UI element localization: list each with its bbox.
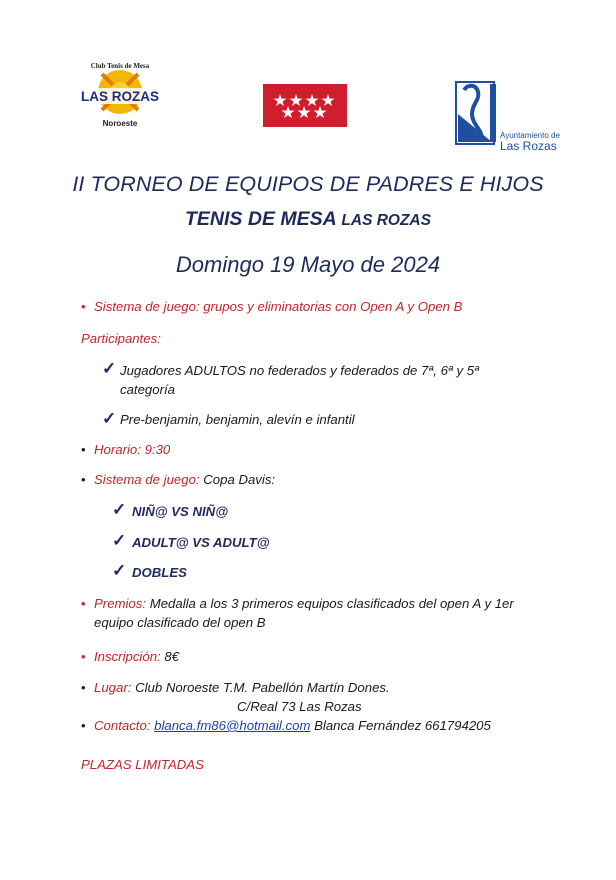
sistema2-label: Sistema de juego:	[94, 472, 200, 487]
lugar-label: Lugar:	[94, 680, 132, 695]
modalidad-1: NIÑ@ VS NIÑ@	[132, 504, 229, 519]
plazas-limitadas: PLAZAS LIMITADAS	[81, 757, 204, 772]
flag-stars-icon	[274, 94, 335, 118]
bullet-icon: •	[81, 472, 86, 487]
club-logo-top-text: Club Tenis de Mesa	[90, 62, 150, 70]
bullet-icon: •	[81, 596, 86, 611]
lugar-value: Club Noroeste T.M. Pabellón Martín Dones.	[135, 680, 390, 695]
club-logo-main-text: LAS ROZAS	[80, 89, 160, 104]
inscripcion-value: 8€	[164, 649, 180, 664]
horario-value: 9:30	[144, 442, 171, 457]
premios-label: Premios:	[94, 596, 147, 611]
check-icon: ✓	[112, 500, 127, 519]
event-subtitle	[0, 208, 616, 231]
ayuntamiento-logo	[452, 80, 572, 154]
horario	[94, 441, 170, 459]
participantes-label: Participantes:	[81, 331, 161, 346]
club-logo-bottom-text: Noroeste	[102, 119, 138, 128]
inscripcion	[94, 648, 179, 666]
club-logo	[74, 52, 166, 132]
event-date: Domingo 19 Mayo de 2024	[175, 252, 441, 277]
check-icon: ✓	[112, 561, 127, 580]
premios-line1: Medalla a los 3 primeros equipos clasificados del open A y 1er	[149, 596, 514, 611]
bullet-icon: •	[81, 649, 86, 664]
flag-logo	[263, 84, 347, 127]
modalidad-2: ADULT@ VS ADULT@	[132, 535, 270, 550]
subtitle-small: LAS ROZAS	[341, 212, 431, 229]
lugar	[94, 679, 390, 697]
check-icon: ✓	[102, 409, 117, 428]
contacto-rest: Blanca Fernández 661794205	[314, 718, 491, 733]
event-title: II TORNEO DE EQUIPOS DE PADRES E HIJOS	[72, 172, 544, 196]
inscripcion-label: Inscripción:	[94, 649, 161, 664]
sistema-juego-2	[94, 471, 275, 489]
bullet-icon: •	[81, 718, 86, 733]
check-icon: ✓	[102, 359, 117, 378]
contacto-label: Contacto:	[94, 718, 151, 733]
contacto-email-link[interactable]: blanca.fm86@hotmail.com	[154, 718, 311, 733]
modalidad-3: DOBLES	[132, 565, 187, 580]
horario-label: Horario:	[94, 442, 141, 457]
ayuntamiento-line2: Las Rozas	[500, 139, 557, 153]
bullet-icon: •	[81, 299, 86, 314]
premios-line2: equipo clasificado del open B	[94, 615, 266, 630]
participante-item-1-cont: categoría	[120, 382, 175, 397]
participante-item-2: Pre-benjamin, benjamin, alevín e infantil	[120, 412, 355, 427]
sistema2-value: Copa Davis:	[203, 472, 276, 487]
bullet-icon: •	[81, 442, 86, 457]
check-icon: ✓	[112, 531, 127, 550]
contacto	[94, 717, 491, 735]
lugar-address: C/Real 73 Las Rozas	[237, 699, 362, 714]
premios	[94, 595, 514, 613]
participante-item-1: Jugadores ADULTOS no federados y federados de 7ª, 6ª y 5ª	[120, 363, 479, 378]
subtitle-main: TENIS DE MESA	[185, 208, 336, 230]
sistema-juego-1: Sistema de juego: grupos y eliminatorias con Open A y Open B	[94, 299, 463, 314]
bullet-icon: •	[81, 680, 86, 695]
ayuntamiento-line1: Ayuntamiento de	[500, 131, 560, 140]
